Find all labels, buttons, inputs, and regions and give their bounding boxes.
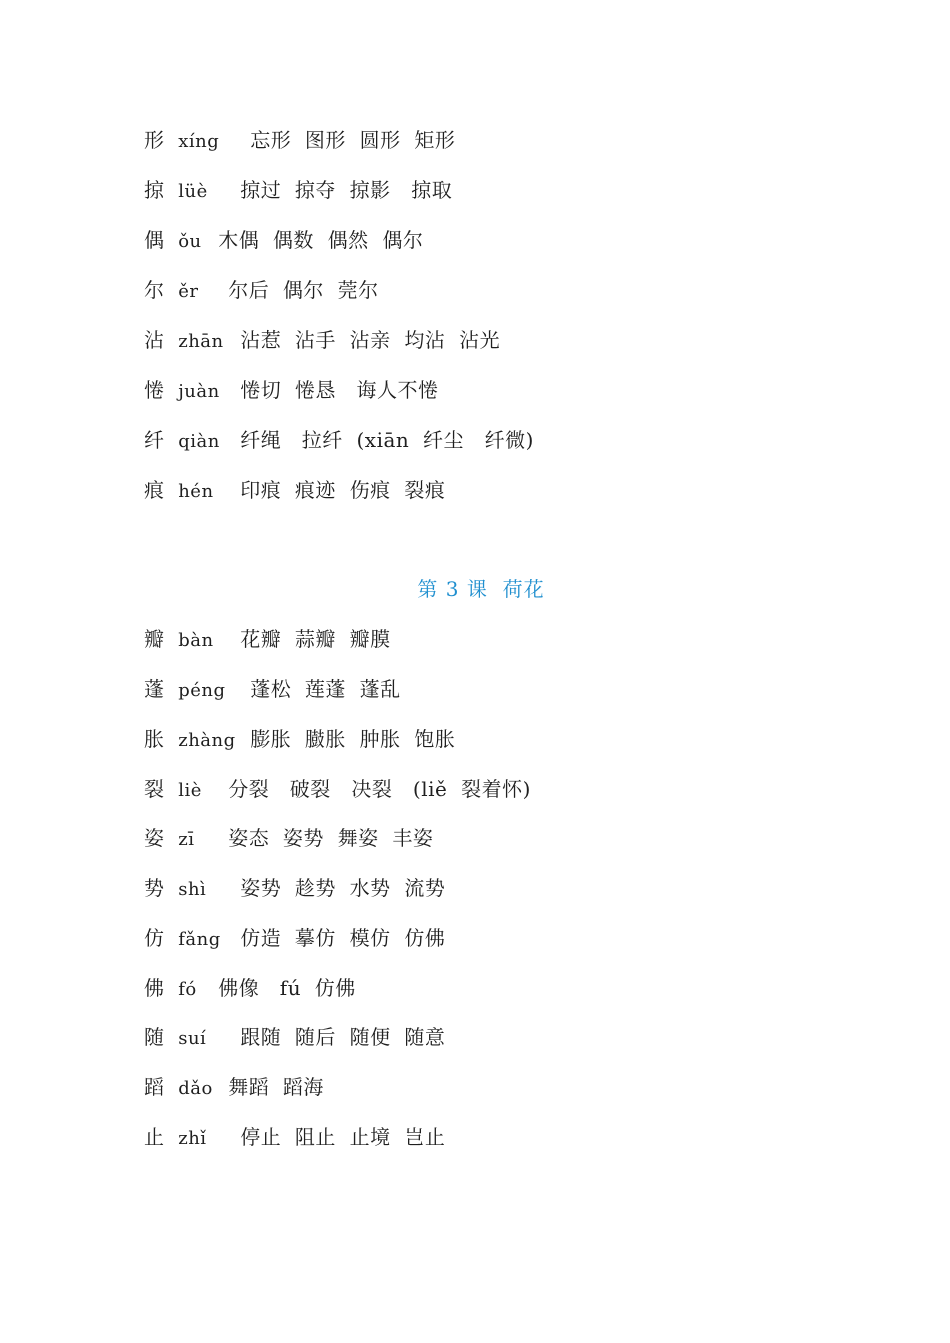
vocab-words: 尔后 偶尔 莞尔 xyxy=(228,278,379,302)
vocab-char: 偶 xyxy=(144,228,165,252)
vocab-char: 胀 xyxy=(144,727,165,751)
vocab-pinyin: zhān xyxy=(178,331,224,352)
vocab-pinyin: ǒu xyxy=(178,231,202,252)
vocab-words: 惓切 惓恳 诲人不惓 xyxy=(240,378,439,402)
vocab-entry xyxy=(144,674,401,704)
vocab-entry xyxy=(144,624,391,654)
vocab-pinyin: hén xyxy=(178,481,214,502)
vocab-words: 沾惹 沾手 沾亲 均沾 沾光 xyxy=(240,328,501,352)
vocab-words: 掠过 掠夺 掠影 掠取 xyxy=(240,178,453,202)
vocab-entry xyxy=(144,923,445,953)
vocab-entry xyxy=(144,375,439,405)
vocab-char: 裂 xyxy=(144,777,165,801)
vocab-words: 姿态 姿势 舞姿 丰姿 xyxy=(228,826,434,850)
vocab-char: 势 xyxy=(144,876,165,900)
vocab-entry xyxy=(144,475,445,505)
vocab-words: 停止 阻止 止境 岂止 xyxy=(240,1125,446,1149)
vocab-pinyin: péng xyxy=(178,680,226,701)
vocab-words: 姿势 趁势 水势 流势 xyxy=(240,876,446,900)
vocab-pinyin: ěr xyxy=(178,281,199,302)
vocab-char: 蹈 xyxy=(144,1075,165,1099)
vocab-entry xyxy=(144,1072,324,1102)
vocab-pinyin: suí xyxy=(178,1028,207,1049)
vocab-pinyin: zī xyxy=(178,829,195,850)
vocab-entry xyxy=(144,425,534,455)
vocab-words: 印痕 痕迹 伤痕 裂痕 xyxy=(240,478,446,502)
vocab-words: 纤绳 拉纤 (xiān 纤尘 纤微) xyxy=(240,428,534,452)
vocab-entry xyxy=(144,275,379,305)
vocab-pinyin: liè xyxy=(178,780,202,801)
vocab-char: 痕 xyxy=(144,478,165,502)
vocab-words: 木偶 偶数 偶然 偶尔 xyxy=(218,228,424,252)
vocab-char: 仿 xyxy=(144,926,165,950)
vocab-pinyin: dǎo xyxy=(178,1078,213,1099)
vocab-words: 膨胀 臌胀 肿胀 饱胀 xyxy=(250,727,456,751)
lesson-heading xyxy=(0,574,950,604)
vocab-char: 蓬 xyxy=(144,677,165,701)
vocab-entry xyxy=(144,1022,445,1052)
vocab-char: 沾 xyxy=(144,328,165,352)
vocab-words: 舞蹈 蹈海 xyxy=(228,1075,324,1099)
vocab-words: 忘形 图形 圆形 矩形 xyxy=(250,128,456,152)
vocab-entry xyxy=(144,225,423,255)
lesson-title: 第 3 课 荷花 xyxy=(417,577,545,601)
vocab-pinyin: bàn xyxy=(178,630,214,651)
vocab-char: 佛 xyxy=(144,976,165,1000)
vocab-words: 佛像 fú 仿佛 xyxy=(218,976,356,1000)
vocab-char: 尔 xyxy=(144,278,165,302)
vocab-pinyin: xíng xyxy=(178,131,220,152)
vocab-char: 瓣 xyxy=(144,627,165,651)
vocab-words: 仿造 摹仿 模仿 仿佛 xyxy=(240,926,446,950)
vocab-char: 随 xyxy=(144,1025,165,1049)
vocab-entry xyxy=(144,823,433,853)
vocab-pinyin: qiàn xyxy=(178,431,220,452)
vocab-entry xyxy=(144,724,455,754)
vocab-entry xyxy=(144,774,531,804)
vocab-entry xyxy=(144,175,452,205)
vocab-words: 花瓣 蒜瓣 瓣膜 xyxy=(240,627,391,651)
vocab-words: 蓬松 莲蓬 蓬乱 xyxy=(250,677,401,701)
vocab-char: 纤 xyxy=(144,428,165,452)
vocab-pinyin: zhàng xyxy=(178,730,236,751)
vocab-entry xyxy=(144,973,356,1003)
vocab-entry xyxy=(144,1122,445,1152)
vocab-pinyin: fó xyxy=(178,979,197,1000)
vocab-pinyin: juàn xyxy=(178,381,220,402)
vocab-char: 惓 xyxy=(144,378,165,402)
vocab-words: 跟随 随后 随便 随意 xyxy=(240,1025,446,1049)
vocab-pinyin: lüè xyxy=(178,181,208,202)
vocab-char: 形 xyxy=(144,128,165,152)
vocab-entry xyxy=(144,325,500,355)
vocab-char: 掠 xyxy=(144,178,165,202)
vocab-pinyin: fǎng xyxy=(178,929,221,950)
vocab-entry xyxy=(144,873,445,903)
vocab-char: 止 xyxy=(144,1125,165,1149)
vocab-words: 分裂 破裂 决裂 (liě 裂着怀) xyxy=(228,777,531,801)
vocab-entry xyxy=(144,125,455,155)
vocab-pinyin: shì xyxy=(178,879,207,900)
vocab-pinyin: zhǐ xyxy=(178,1128,207,1149)
vocab-char: 姿 xyxy=(144,826,165,850)
